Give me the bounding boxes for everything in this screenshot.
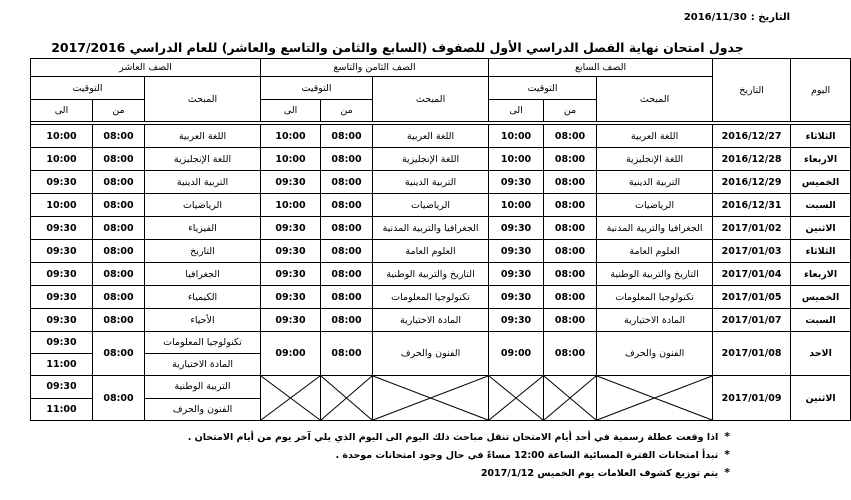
grade10-subject: التاريخ: [145, 240, 261, 263]
note-item: [10, 428, 730, 446]
row-date: 2016/12/29: [713, 171, 791, 194]
grade7-to: 10:00: [489, 148, 544, 171]
grade89-subject: العلوم العامة: [373, 240, 489, 263]
grade10-subject: اللغة الإنجليزية: [145, 148, 261, 171]
row-date: 2017/01/05: [713, 286, 791, 309]
row-date: 2016/12/28: [713, 148, 791, 171]
grade7-from: 08:00: [544, 240, 597, 263]
grade7-subject: اللغة الإنجليزية: [597, 148, 713, 171]
row-date: 2017/01/07: [713, 309, 791, 332]
grade89-subject: التربية الدينية: [373, 171, 489, 194]
grade7-to: 09:30: [489, 263, 544, 286]
grade7-to: 09:30: [489, 309, 544, 332]
grade89-from: 08:00: [321, 194, 373, 217]
asterisk-icon: *: [724, 466, 730, 479]
grade7-subject: الجغرافيا والتربية المدنية: [597, 217, 713, 240]
grade7-subject: المادة الاختيارية: [597, 309, 713, 332]
grade7-header: الصف السابع: [489, 59, 713, 77]
from-header: من: [321, 100, 373, 122]
table-row: [31, 286, 851, 309]
grade7-from: 08:00: [544, 332, 597, 376]
grade10-subject: الكيمياء: [145, 286, 261, 309]
grade89-subject: المادة الاختيارية: [373, 309, 489, 332]
grade10-from: 08:00: [93, 194, 145, 217]
grade89-subject: الرياضيات: [373, 194, 489, 217]
grade10-header: الصف العاشر: [31, 59, 261, 77]
notes-list: [10, 428, 730, 482]
row-date: 2017/01/02: [713, 217, 791, 240]
page-title: جدول امتحان نهاية الفصل الدراسي الأول للصفوف (السابع والثامن والتاسع والعاشر) للعام الدراسي 2017/2016: [51, 40, 744, 55]
grade10-to: 09:30: [31, 171, 93, 194]
row-day: الخميس: [791, 171, 851, 194]
grade7-to: 09:30: [489, 217, 544, 240]
row-day: الثلاثاء: [791, 240, 851, 263]
grade7-subject: الرياضيات: [597, 194, 713, 217]
grade89-from: 08:00: [321, 309, 373, 332]
asterisk-icon: *: [724, 448, 730, 461]
grade10-from: 08:00: [93, 125, 145, 148]
grade7-subject: تكنولوجيا المعلومات: [597, 286, 713, 309]
grade10-to: 11:00: [31, 398, 93, 421]
grade89-subject: اللغة العربية: [373, 125, 489, 148]
grade10-to: 09:30: [31, 286, 93, 309]
grade89-to: 09:30: [261, 240, 321, 263]
to-header: الى: [489, 100, 544, 122]
grade89-to: 09:30: [261, 263, 321, 286]
grade89-from: 08:00: [321, 240, 373, 263]
note-text: اذا وقعت عطلة رسمية في أحد أيام الامتحان تنقل مباحث ذلك اليوم الى اليوم الذي يلي آخر يوم من أيام الامتحان .: [187, 432, 719, 443]
note-item: [10, 464, 730, 482]
grade89-to: 10:00: [261, 148, 321, 171]
crossed-out-cell: [373, 376, 489, 421]
grade89-to: 09:00: [261, 332, 321, 376]
grade10-subject: التربية الوطنية: [145, 376, 261, 399]
row-date: 2017/01/09: [713, 376, 791, 421]
grade10-to: 09:30: [31, 376, 93, 399]
grade89-to: 09:30: [261, 171, 321, 194]
row-date: 2016/12/27: [713, 125, 791, 148]
crossed-out-cell: [321, 376, 373, 421]
grade7-from: 08:00: [544, 217, 597, 240]
grade10-from: 08:00: [93, 309, 145, 332]
cross-mark-icon: [544, 376, 596, 420]
grade10-subject: التربية الدينية: [145, 171, 261, 194]
table-row: [31, 309, 851, 332]
grade7-subject: التاريخ والتربية الوطنية: [597, 263, 713, 286]
grade10-subject: الأحياء: [145, 309, 261, 332]
row-day: الخميس: [791, 286, 851, 309]
table-row: [31, 194, 851, 217]
grade89-from: 08:00: [321, 263, 373, 286]
grade7-from: 08:00: [544, 309, 597, 332]
grade89-to: 09:30: [261, 217, 321, 240]
grade7-to: 09:00: [489, 332, 544, 376]
grade10-to: 10:00: [31, 125, 93, 148]
row-day: الاربعاء: [791, 148, 851, 171]
date-label: التاريخ :: [750, 12, 790, 23]
table-row: [31, 171, 851, 194]
date-value: 2016/11/30: [683, 12, 747, 23]
grade10-from: 08:00: [93, 332, 145, 376]
grade89-from: 08:00: [321, 148, 373, 171]
grade10-to: 09:30: [31, 332, 93, 354]
grade10-subject: الجغرافيا: [145, 263, 261, 286]
grade89-from: 08:00: [321, 332, 373, 376]
grade10-subject: الفنون والحرف: [145, 398, 261, 421]
subject-header: المبحث: [597, 77, 713, 122]
grade7-to: 09:30: [489, 171, 544, 194]
grade10-from: 08:00: [93, 286, 145, 309]
grade7-subject: التربية الدينية: [597, 171, 713, 194]
row-day: السبت: [791, 309, 851, 332]
row-day: الاربعاء: [791, 263, 851, 286]
grade10-to: 11:00: [31, 354, 93, 376]
grade7-to: 09:30: [489, 240, 544, 263]
note-text: تبدأ امتحانات الفترة المسائية الساعة 12:00 مساءً في حال وجود امتحانات موحدة .: [335, 450, 719, 461]
cross-mark-icon: [321, 376, 372, 420]
table-row: [31, 240, 851, 263]
grade89-from: 08:00: [321, 286, 373, 309]
grade89-subject: التاريخ والتربية الوطنية: [373, 263, 489, 286]
grade10-from: 08:00: [93, 376, 145, 421]
grade7-to: 10:00: [489, 125, 544, 148]
cross-mark-icon: [597, 376, 712, 420]
grade89-to: 10:00: [261, 194, 321, 217]
table-row: [31, 125, 851, 148]
asterisk-icon: *: [724, 430, 730, 443]
cross-mark-icon: [261, 376, 320, 420]
grade7-from: 08:00: [544, 194, 597, 217]
day-header: اليوم: [791, 59, 851, 122]
from-header: من: [544, 100, 597, 122]
grade7-subject: اللغة العربية: [597, 125, 713, 148]
cross-mark-icon: [373, 376, 488, 420]
grade7-from: 08:00: [544, 148, 597, 171]
grade10-to: 09:30: [31, 240, 93, 263]
grade10-to: 10:00: [31, 148, 93, 171]
grade89-from: 08:00: [321, 171, 373, 194]
grade89-from: 08:00: [321, 217, 373, 240]
grade89-subject: الجغرافيا والتربية المدنية: [373, 217, 489, 240]
grade10-to: 09:30: [31, 263, 93, 286]
row-date: 2016/12/31: [713, 194, 791, 217]
to-header: الى: [31, 100, 93, 122]
grade10-to: 10:00: [31, 194, 93, 217]
date-header: التاريخ: [713, 59, 791, 122]
grade10-subject: اللغة العربية: [145, 125, 261, 148]
grade7-from: 08:00: [544, 125, 597, 148]
grade89-subject: الفنون والحرف: [373, 332, 489, 376]
table-row: [31, 148, 851, 171]
table-row-sunday: [31, 332, 851, 354]
grade89-from: 08:00: [321, 125, 373, 148]
table-row-monday: [31, 376, 851, 399]
grade7-from: 08:00: [544, 286, 597, 309]
crossed-out-cell: [261, 376, 321, 421]
row-date: 2017/01/04: [713, 263, 791, 286]
row-day: الاحد: [791, 332, 851, 376]
grade89-to: 10:00: [261, 125, 321, 148]
grade7-from: 08:00: [544, 263, 597, 286]
grade10-from: 08:00: [93, 263, 145, 286]
note-text: يتم توزيع كشوف العلامات يوم الخميس 2017/1/12: [480, 468, 719, 479]
exam-schedule-table: [30, 58, 851, 421]
grade10-subject: الرياضيات: [145, 194, 261, 217]
crossed-out-cell: [544, 376, 597, 421]
crossed-out-cell: [489, 376, 544, 421]
grade89-to: 09:30: [261, 309, 321, 332]
row-day: الاثنين: [791, 217, 851, 240]
schedule-body: [31, 125, 851, 421]
grade10-from: 08:00: [93, 217, 145, 240]
table-row: [31, 217, 851, 240]
row-day: الثلاثاء: [791, 125, 851, 148]
subject-header: المبحث: [145, 77, 261, 122]
grade10-to: 09:30: [31, 217, 93, 240]
row-date: 2017/01/03: [713, 240, 791, 263]
grade10-subject: الفيزياء: [145, 217, 261, 240]
grade7-to: 10:00: [489, 194, 544, 217]
row-date: 2017/01/08: [713, 332, 791, 376]
crossed-out-cell: [597, 376, 713, 421]
grade10-from: 08:00: [93, 240, 145, 263]
subject-header: المبحث: [373, 77, 489, 122]
grade7-from: 08:00: [544, 171, 597, 194]
grade10-to: 09:30: [31, 309, 93, 332]
timing-header: التوقيت: [261, 77, 373, 100]
grade10-from: 08:00: [93, 171, 145, 194]
timing-header: التوقيت: [489, 77, 597, 100]
table-row: [31, 263, 851, 286]
grade89-header: الصف الثامن والتاسع: [261, 59, 489, 77]
grade89-to: 09:30: [261, 286, 321, 309]
grade89-subject: تكنولوجيا المعلومات: [373, 286, 489, 309]
note-item: [10, 446, 730, 464]
from-header: من: [93, 100, 145, 122]
timing-header: التوقيت: [31, 77, 145, 100]
grade7-subject: العلوم العامة: [597, 240, 713, 263]
grade89-subject: اللغة الإنجليزية: [373, 148, 489, 171]
grade10-subject: تكنولوجيا المعلومات: [145, 332, 261, 354]
document-date: [680, 12, 790, 23]
cross-mark-icon: [489, 376, 543, 420]
grade7-to: 09:30: [489, 286, 544, 309]
grade10-from: 08:00: [93, 148, 145, 171]
row-day: الاثنين: [791, 376, 851, 421]
grade10-subject: المادة الاختيارية: [145, 354, 261, 376]
row-day: السبت: [791, 194, 851, 217]
grade7-subject: الفنون والحرف: [597, 332, 713, 376]
to-header: الى: [261, 100, 321, 122]
